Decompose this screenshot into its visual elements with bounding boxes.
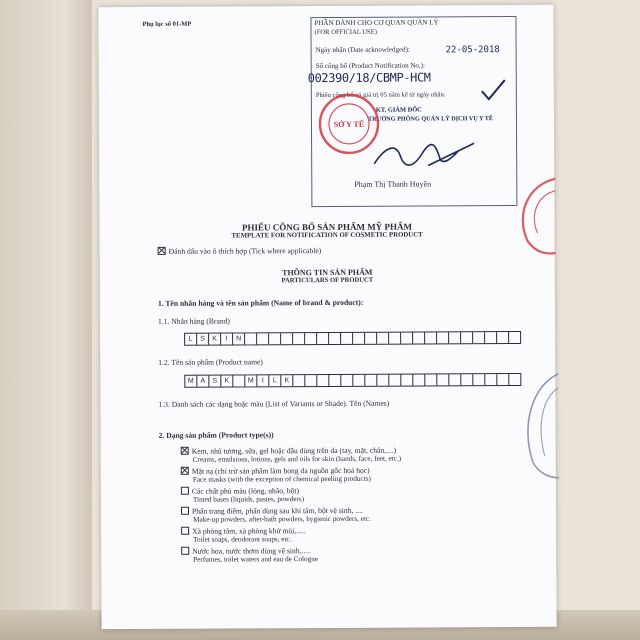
grid-cell: K: [209, 334, 221, 345]
document-page: [98, 5, 556, 629]
grid-cell: [377, 375, 389, 386]
grid-cell: [365, 333, 377, 344]
grid-cell: M: [185, 376, 197, 387]
product-type-item: [181, 466, 401, 485]
grid-cell: S: [197, 334, 209, 345]
side-stamp-top: [497, 175, 557, 255]
checkbox-example: [158, 247, 166, 255]
stamp-text: SỞ Y TẾ: [333, 119, 365, 129]
product-type-vn-text: Kem, nhũ tương, sữa, gel hoặc dầu dùng trên da (tay, mặt, chân,....): [191, 445, 397, 456]
product-type-item: [181, 546, 401, 565]
grid-cell: [305, 333, 317, 344]
product-type-checkbox[interactable]: [181, 527, 189, 535]
grid-cell: [233, 375, 245, 386]
product-name-grid: [184, 373, 521, 388]
grid-cell: [461, 374, 473, 385]
product-name-label: 1.2. Tên sản phẩm (Product name): [158, 357, 263, 367]
grid-cell: N: [233, 333, 245, 344]
official-box-title: PHẦN DÀNH CHO CƠ QUAN QUẢN LÝ: [314, 18, 439, 28]
product-type-vn-text: Mặt nạ (chỉ trừ sản phẩm làm bong da nguồn gốc hoá học): [191, 465, 370, 476]
grid-cell: [269, 333, 281, 344]
grid-cell: [293, 333, 305, 344]
side-stamp-bottom: [508, 370, 559, 480]
brand-name-grid: [184, 331, 521, 346]
grid-cell: [413, 332, 425, 343]
handwritten-signature: [366, 135, 486, 176]
grid-cell: [353, 375, 365, 386]
grid-cell: [329, 375, 341, 386]
grid-cell: M: [245, 375, 257, 386]
product-type-vn-text: Các chất phủ màu (lỏng, nhão, bột): [191, 486, 300, 496]
validity-note: Phiếu công bố có giá trị 05 năm kể từ ngày nhận.: [315, 91, 446, 100]
section2-heading: 2. Dạng sản phẩm (Product type(s)): [158, 430, 274, 440]
grid-cell: [341, 333, 353, 344]
grid-cell: [509, 332, 520, 343]
product-type-list: [181, 446, 402, 567]
product-type-en: Perfumes, toilet waters and eau de Cologne: [193, 555, 319, 564]
signer-name: Phạm Thị Thanh Huyền: [354, 179, 432, 189]
product-type-item: [181, 446, 401, 465]
grid-cell: [413, 374, 425, 385]
grid-cell: [401, 333, 413, 344]
grid-cell: [437, 332, 449, 343]
date-acknowledged-label: Ngày nhận (Date acknowledged):: [315, 45, 410, 55]
grid-cell: [509, 374, 520, 385]
official-stamp: [317, 92, 381, 156]
grid-cell: I: [257, 375, 269, 386]
brand-label: 1.1. Nhãn hàng (Brand): [157, 316, 230, 326]
grid-cell: [317, 375, 329, 386]
grid-cell: [497, 374, 509, 385]
date-acknowledged-value: 22-05-2018: [445, 45, 500, 56]
grid-cell: [389, 333, 401, 344]
grid-cell: [341, 375, 353, 386]
appendix-label: Phụ lục số 01-MP: [142, 20, 192, 28]
desk-background: [0, 0, 92, 640]
product-type-vn-text: Phấn trang điểm, phấn dùng sau khi tắm, bột vệ sinh, ....: [191, 505, 363, 516]
grid-cell: [437, 374, 449, 385]
grid-cell: [257, 333, 269, 344]
section-title: THÔNG TIN SẢN PHẨM: [282, 267, 373, 278]
grid-cell: [425, 332, 437, 343]
product-type-item: [181, 506, 401, 525]
product-type-en: Tinted bases (liquids, pastes, powders): [192, 495, 305, 504]
product-type-en: Face masks (with the exception of chemical peeling products): [192, 474, 371, 484]
grid-cell: K: [221, 375, 233, 386]
grid-cell: [281, 333, 293, 344]
document-title-en: TEMPLATE FOR NOTIFICATION OF COSMETIC PRODUCT: [231, 231, 423, 240]
tick-instruction: [158, 246, 322, 256]
grid-cell: [449, 332, 461, 343]
handwritten-check-mark: [479, 77, 509, 103]
grid-cell: [353, 333, 365, 344]
grid-cell: [293, 375, 305, 386]
grid-cell: [461, 332, 473, 343]
grid-cell: S: [209, 376, 221, 387]
grid-cell: A: [197, 376, 209, 387]
product-type-en: Make-up powders, after-bath powders, hygienic powders, etc.: [193, 514, 371, 524]
document-title: PHIẾU CÔNG BỐ SẢN PHẨM MỸ PHẨM: [242, 221, 413, 233]
section-title-en: PARTICULARS OF PRODUCT: [281, 276, 374, 285]
product-type-item: [181, 486, 401, 505]
product-type-checkbox[interactable]: [181, 487, 189, 495]
official-box-title-en: (FOR OFFICIAL USE): [314, 28, 377, 37]
grid-cell: I: [221, 333, 233, 344]
grid-cell: [473, 374, 485, 385]
grid-cell: [305, 375, 317, 386]
grid-cell: [497, 332, 509, 343]
product-type-checkbox[interactable]: [181, 547, 189, 555]
variants-label: 1.3. Danh sách các dạng hoặc màu (List of Variants or Shade). Tên (Names): [158, 398, 390, 409]
grid-cell: [365, 375, 377, 386]
grid-cell: [449, 374, 461, 385]
product-type-checkbox[interactable]: [181, 467, 189, 475]
product-type-checkbox[interactable]: [181, 447, 189, 455]
signer-role: KT. GIÁM ĐỐC: [375, 106, 422, 114]
grid-cell: L: [269, 375, 281, 386]
product-type-en: Toilet soaps, deodorant soaps, etc.: [193, 535, 292, 544]
product-type-vn-text: Nước hoa, nước thơm dùng vệ sinh,.....: [192, 546, 312, 556]
section1-heading: 1. Tên nhãn hàng và tên sản phẩm (Name of brand & product):: [157, 297, 364, 308]
grid-cell: [329, 333, 341, 344]
notification-number-value: 002390/18/CBMP-HCM: [307, 70, 431, 86]
grid-cell: [485, 374, 497, 385]
product-type-en: Creams, emulsions, lotions, gels and oils for skin (hands, face, feet, etc.): [192, 454, 402, 464]
grid-cell: K: [281, 375, 293, 386]
grid-cell: [317, 333, 329, 344]
signer-department: TRƯỞNG PHÒNG QUẢN LÝ DỊCH VỤ Y TẾ: [367, 115, 494, 123]
grid-cell: [401, 375, 413, 386]
product-type-item: [181, 526, 401, 545]
grid-cell: [245, 333, 257, 344]
grid-cell: L: [185, 334, 197, 345]
grid-cell: [473, 332, 485, 343]
product-type-vn-text: Xà phòng tắm, xà phòng khử mùi,.....: [192, 526, 306, 536]
notification-number-label: Số công bố (Product Notification No.):: [315, 61, 425, 71]
grid-cell: [425, 374, 437, 385]
grid-cell: [485, 332, 497, 343]
grid-cell: [389, 375, 401, 386]
product-type-checkbox[interactable]: [181, 507, 189, 515]
tick-instruction-text: Đánh dấu vào ô thích hợp (Tick where applicable): [168, 246, 322, 256]
grid-cell: [377, 333, 389, 344]
